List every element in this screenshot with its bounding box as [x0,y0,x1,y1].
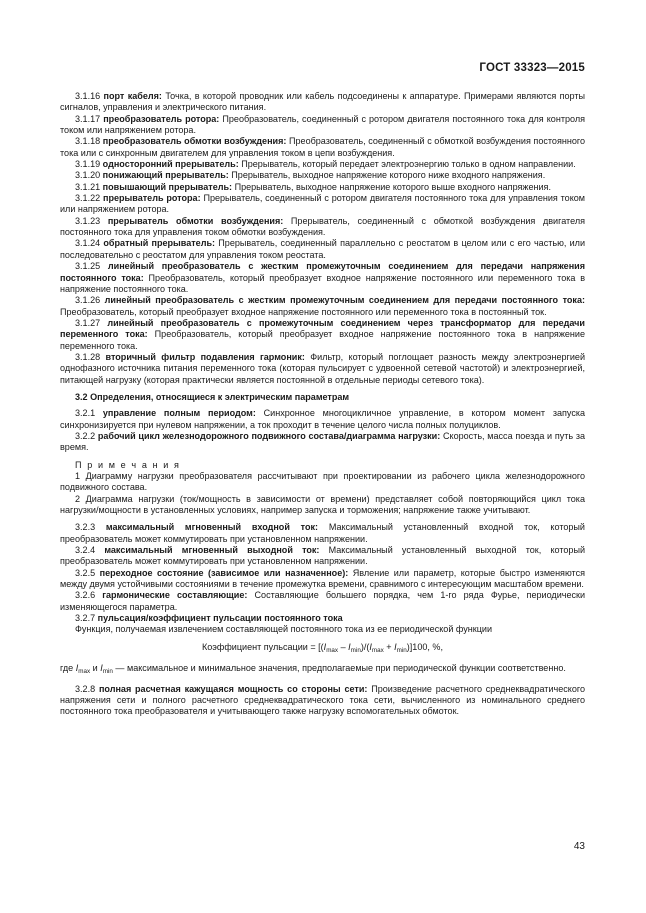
definition-text: Прерыватель, соединенный с ротором двигателя постоянного тока для управления током или напряжением ротора. [60,193,586,215]
ripple-formula: Коэффициент пульсации = $[(I_{max} - I_{min})/(I_{max} + I_{min})]100$, %, [201,641,443,654]
definition-number: 3.1.19 [75,159,101,170]
definition-number: 3.1.24 [75,238,101,249]
definition-term: преобразователь ротора: [103,113,220,124]
definition-text: Максимальный установленный входной ток, который преобразователь может коммутировать при установленном напряжении. [60,522,585,544]
definition-term: повышающий прерыватель: [102,181,233,192]
definition-text: Преобразователь, который преобразует входное напряжение постоянного тока в напряжение переменного тока. [60,329,585,351]
page-number: 43 [573,841,585,852]
definition-term: гармонические составляющие: [102,590,248,601]
definition-text: Составляющие большего порядка, чем 1-го ряда Фурье, периодически изменяющегося параметра. [60,590,586,612]
definition-paragraph [60,136,585,159]
definition-paragraph [60,216,585,239]
definition-number: 3.2.2 [75,430,96,441]
definition-3-2-7-text: Функция, получаемая извлечением составляющей постоянного тока из ее периодической функции [75,624,492,635]
definition-number: 3.1.27 [75,317,101,328]
definition-term: линейный преобразователь с промежуточным соединением через трансформатор для передачи переменного тока: [60,317,585,340]
definition-text: Фильтр, который поглощает разность между электроэнергией однофазного источника питания переменного тока (которая пульсирует с удвоенной сетевой частотой) и электроэнергией, питающей нагрузку (которая практически является постоянной в отдельные периоды сетевого тока). [60,351,585,385]
definition-paragraph [60,91,585,114]
definition-paragraph [60,522,585,545]
definition-paragraph [60,408,585,431]
formula-explanation: где $I_{max}$ и $I_{min}$ — максимальное и минимальное значения, предполагаемые при периодической функции соответственно. [60,663,566,676]
definition-term: максимальный мгновенный входной ток: [105,522,319,533]
definition-term: управление полным периодом: [102,408,256,419]
definition-number: 3.1.16 [75,91,101,101]
definition-paragraph [60,238,585,261]
definition-term: переходное состояние (зависимое или назначенное): [99,567,349,578]
definition-term: вторичный фильтр подавления гармоник: [105,351,305,362]
definition-number: 3.2.7 [75,613,96,624]
definition-number: 3.2.1 [75,408,96,419]
definition-term: обратный прерыватель: [103,238,216,249]
notes-list [60,471,585,516]
definition-number: 3.1.23 [75,215,101,226]
definition-text: Скорость, масса поезда и путь за время. [60,430,585,453]
note-item: 1 Диаграмму нагрузки преобразователя рассчитывают при проектировании из рабочего цикла железнодорожного подвижного состава. [60,471,585,493]
definition-text: Прерыватель, соединенный параллельно с реостатом в целом или с его частью, или последовательно с реостатом для управления током реостата. [60,238,586,260]
definition-paragraph [60,318,585,352]
definition-paragraph [60,182,585,193]
definition-term: односторонний прерыватель: [102,159,239,170]
definition-number: 3.1.21 [75,181,101,192]
definition-term: прерыватель обмотки возбуждения: [107,215,284,226]
definition-text: Прерыватель, соединенный с обмоткой возбуждения двигателя постоянного тока для управления током обмотки возбуждения. [60,215,585,238]
definition-text: Точка, в которой проводник или кабель подсоединены к аппаратуре. Примерами являются порты сигналов, управления и электрического питания. [60,91,586,113]
definition-paragraph [60,545,585,568]
definition-paragraph [60,352,585,386]
definition-term: линейный преобразователь с жестким промежуточным соединением для передачи напряжения постоянного тока: [60,261,585,283]
definition-paragraph [60,114,585,137]
definition-number: 3.2.3 [75,522,96,533]
definition-paragraph [60,568,585,591]
definition-text: Максимальный установленный выходной ток, который преобразователь может коммутировать при установленном напряжении. [60,545,585,567]
definition-term: линейный преобразователь с жестким промежуточным соединением для передачи постоянного тока: [104,295,585,306]
definition-term: понижающий прерыватель: [102,170,229,181]
definition-number: 3.1.25 [75,261,101,272]
section-title: 3.2 Определения, относящиеся к электрическим параметрам [75,391,350,402]
definitions-3-2-a [60,408,585,453]
definition-number: 3.1.28 [75,351,101,362]
definition-term: максимальный мгновенный выходной ток: [104,545,320,556]
definition-term: пульсация/коэффициент пульсации постоянного тока [97,613,343,624]
definition-paragraph [60,431,585,454]
definition-paragraph [60,159,585,170]
definition-text: Преобразователь, соединенный с ротором двигателя постоянного тока для контроля током или напряжением ротора. [60,113,586,136]
notes-title: П р и м е ч а н и я [75,459,181,470]
definition-number: 3.1.18 [75,136,101,147]
definitions-3-2-b [60,522,585,613]
definition-text: Преобразователь, который преобразует входное напряжение постоянного или переменного тока в постоянный ток. [60,306,547,317]
definition-number: 3.1.22 [75,193,101,204]
definition-text: Прерыватель, выходное напряжение которого выше входного напряжения. [234,181,551,192]
definition-number: 3.1.26 [75,295,101,306]
definition-term: преобразователь обмотки возбуждения: [102,136,287,147]
definition-number: 3.1.17 [75,113,101,124]
definition-paragraph [60,193,585,216]
definition-paragraph [60,295,585,318]
definitions-3-1 [60,91,585,386]
definition-text: Прерыватель, который передает электроэнергию только в одном направлении. [241,159,576,170]
page-content [60,91,585,718]
definition-text: Прерыватель, выходное напряжение которого ниже входного напряжения. [231,170,546,181]
definition-term: прерыватель ротора: [103,193,201,204]
note-item: 2 Диаграмма нагрузки (ток/мощность в зависимости от времени) представляет собой повторяющийся цикл тока нагрузки/мощности в установленных условиях, например запуска и торможения; напряжение также учитывают. [60,493,585,516]
document-header: ГОСТ 33323—2015 [479,62,585,74]
definition-text: Явление или параметр, которые быстро изменяются между двумя устойчивыми состояниями в течение промежутка времени, сравнимого с интересующим масштабом времени. [60,567,586,590]
definition-text: Преобразователь, соединенный с обмоткой возбуждения постоянного тока или с синхронным двигателем для управления током в цепи возбуждения. [60,136,586,158]
definition-number: 3.2.4 [75,545,96,556]
definition-3-2-7 [60,613,585,624]
definition-paragraph [60,261,585,295]
definition-text: Преобразователь, который преобразует входное напряжение постоянного или переменного тока в напряжение постоянного тока. [60,272,586,294]
definition-number: 3.2.6 [75,590,96,601]
definition-3-2-8: 3.2.8 полная расчетная кажущаяся мощность со стороны сети: Произведение расчетного среднеквадратического напряжения сети и полного расчетного среднеквадратического тока сети, вычисленного из номинального среднего постоянного тока преобразователя и учитывающего также нагрузку вспомогательных обмоток. [60,683,585,717]
definition-term: рабочий цикл железнодорожного подвижного состава/диаграмма нагрузки: [97,430,441,441]
definition-number: 3.2.5 [75,567,96,578]
definition-paragraph [60,170,585,181]
definition-paragraph [60,590,585,613]
definition-text: Синхронное многоцикличное управление, в котором момент запуска синхронизируется при нулевом напряжении, а ток проходит в течение целого числа полных полуциклов. [60,408,586,430]
definition-number: 3.1.20 [75,170,101,181]
definition-term: порт кабеля: [103,91,162,101]
